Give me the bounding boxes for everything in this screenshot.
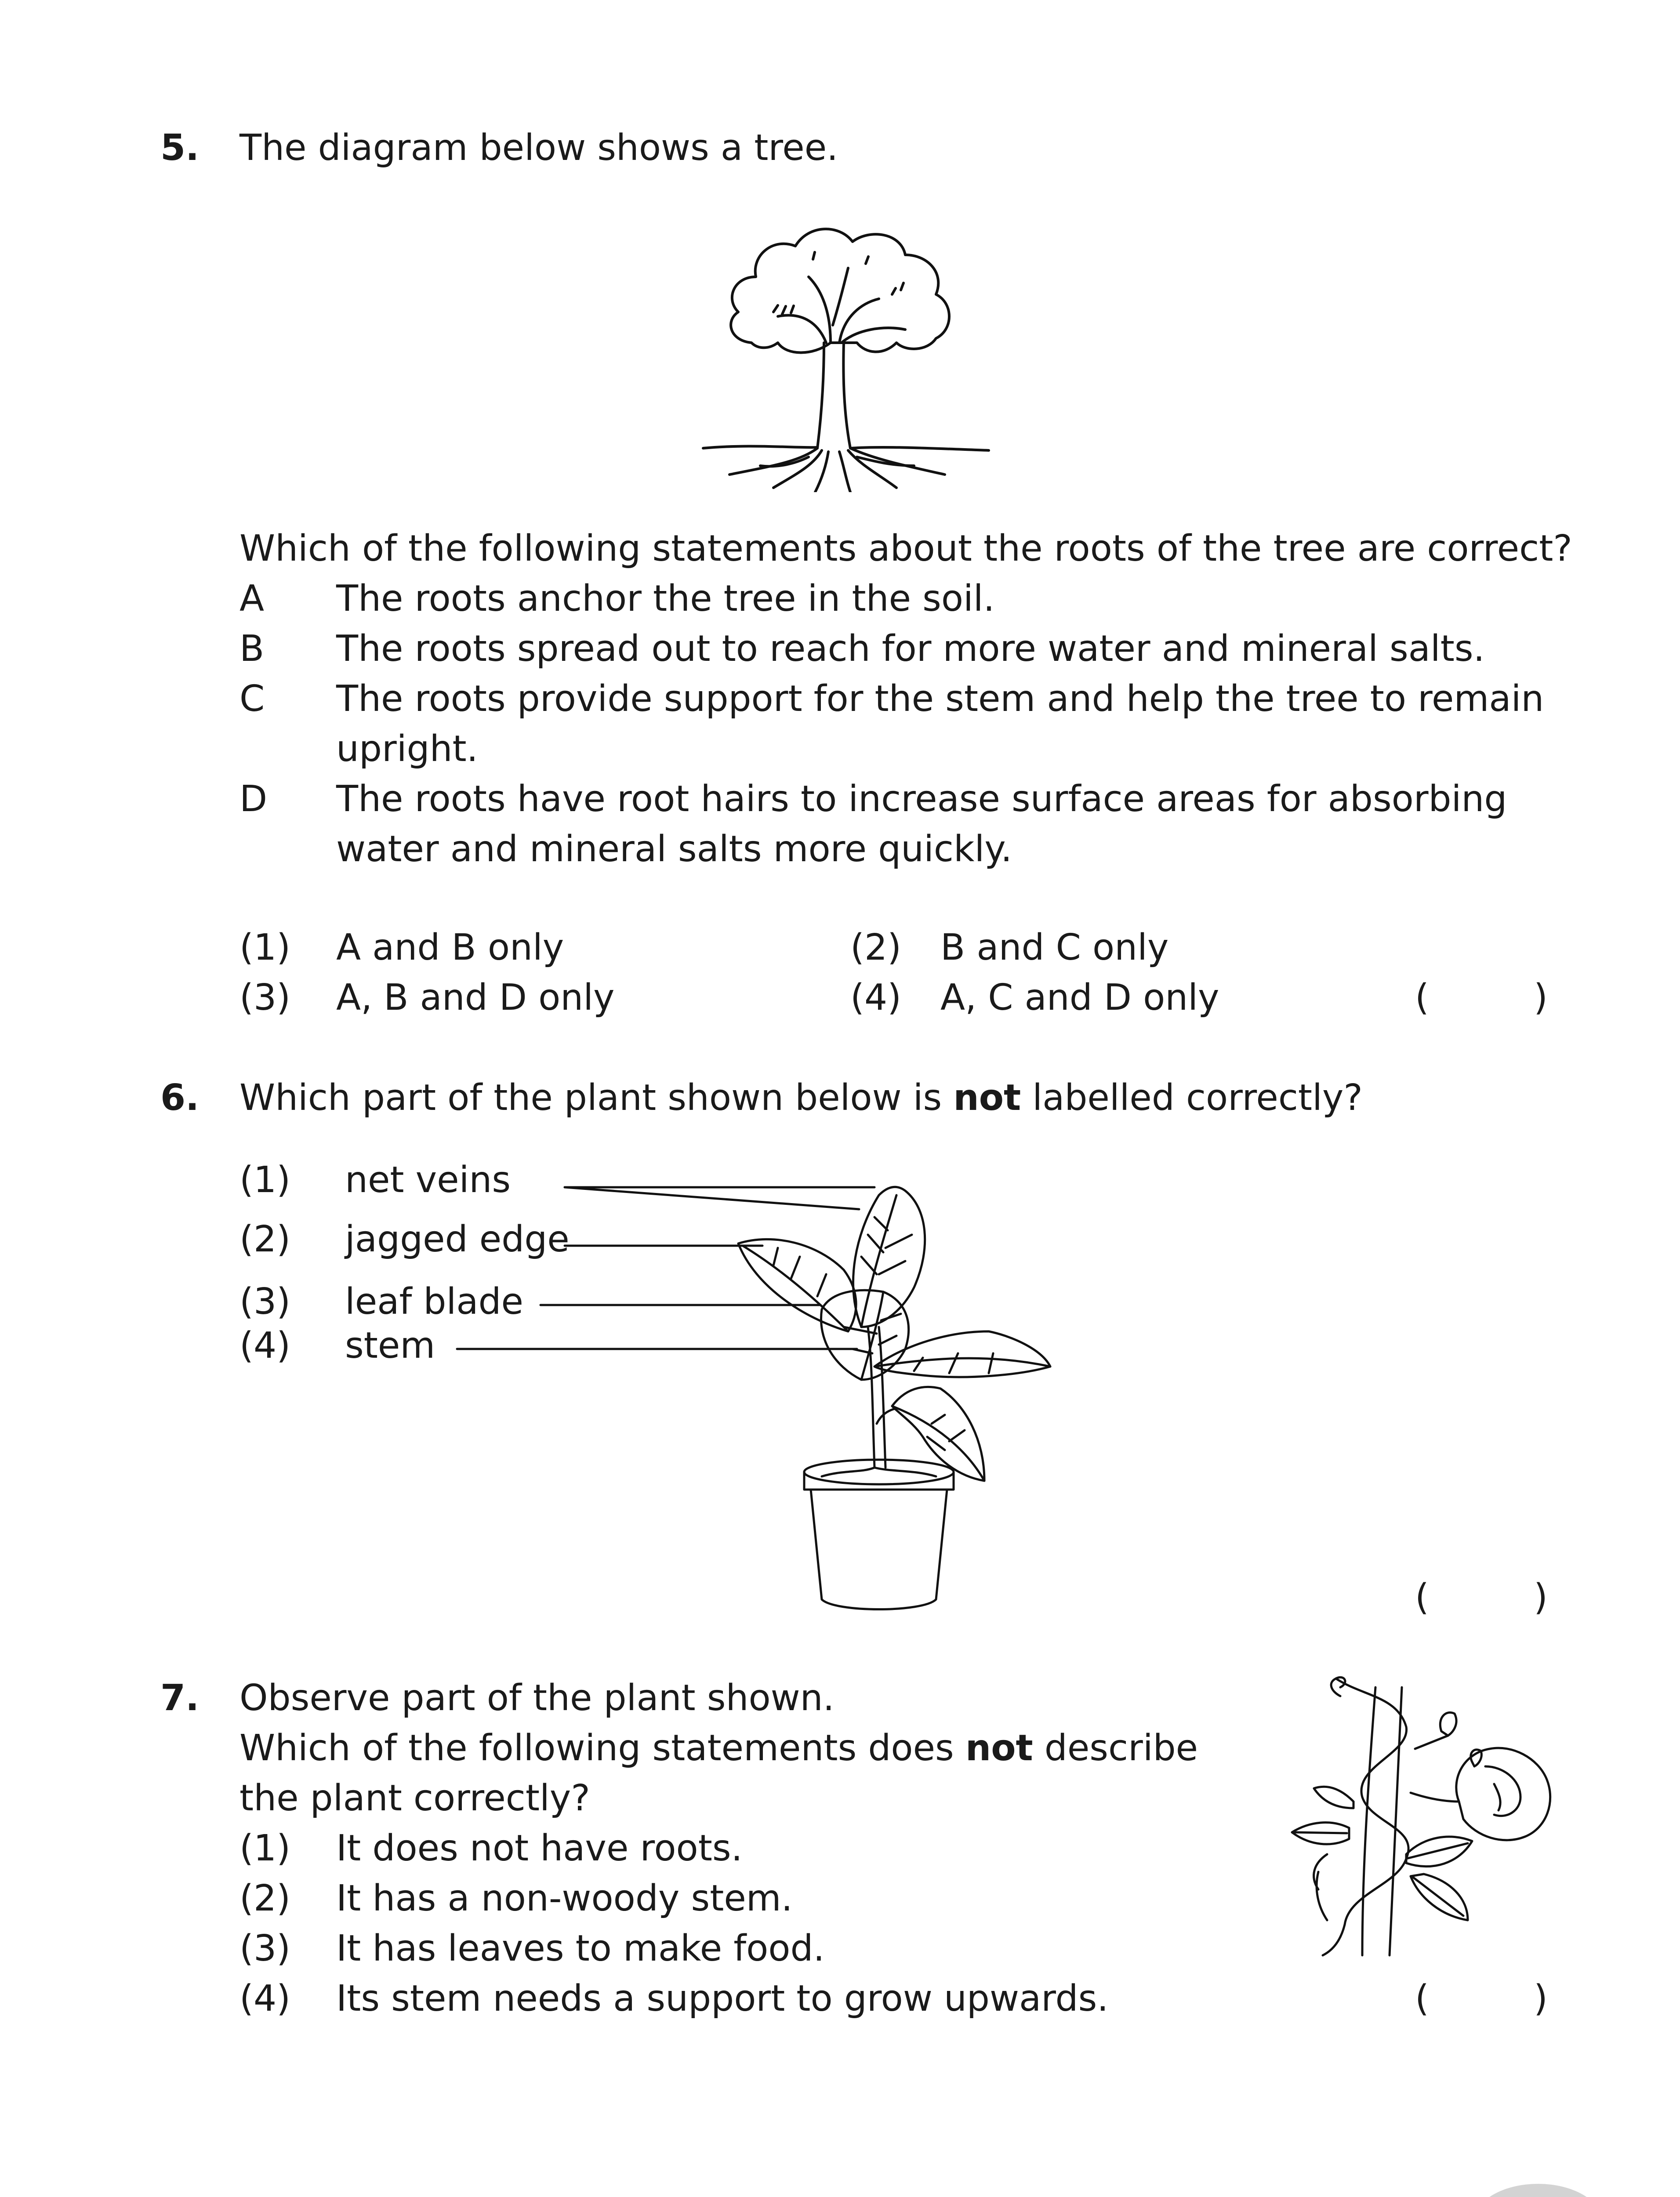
answer-bracket-close: ) (1534, 977, 1548, 1019)
q7-option-number: (3) (239, 1928, 291, 1969)
q6-label-text: net veins (345, 1159, 511, 1201)
q5-statement-letter: A (239, 578, 265, 620)
q7-option-text[interactable]: It has a non-woody stem. (336, 1878, 793, 1919)
answer-bracket-open: ( (1415, 1577, 1429, 1618)
q5-option-text[interactable]: B and C only (940, 927, 1169, 968)
answer-bracket-close: ) (1534, 1978, 1548, 2019)
q5-option-text[interactable]: A, C and D only (940, 977, 1219, 1019)
q7-line2-pre: Which of the following statements does (239, 1727, 965, 1769)
q5-option-number: (4) (850, 977, 902, 1019)
q6-number: 6. (160, 1077, 200, 1119)
q5-statement-text-cont: water and mineral salts more quickly. (336, 828, 1012, 870)
q7-number: 7. (160, 1677, 200, 1719)
q5-number: 5. (160, 127, 200, 169)
q5-statement-text: The roots provide support for the stem and help the tree to remain (336, 678, 1544, 720)
q5-statement-letter: C (239, 678, 265, 720)
q5-option-number: (2) (850, 927, 902, 968)
q5-statement-text: The roots anchor the tree in the soil. (336, 578, 995, 620)
q5-statement-text-cont: upright. (336, 728, 478, 770)
q6-label-text: leaf blade (345, 1281, 523, 1323)
page-number-badge (1474, 2184, 1602, 2197)
q6-stem (239, 1077, 1363, 1119)
q6-stem-post: labelled correctly? (1021, 1077, 1363, 1119)
answer-bracket-open: ( (1415, 977, 1429, 1019)
q7-line2-emphasis: not (965, 1727, 1033, 1769)
q6-label-text: jagged edge (345, 1218, 570, 1260)
q5-stem: The diagram below shows a tree. (239, 127, 838, 169)
q5-option-text[interactable]: A, B and D only (336, 977, 615, 1019)
q7-option-text[interactable]: It has leaves to make food. (336, 1928, 825, 1969)
q7-line2-post: describe (1033, 1727, 1198, 1769)
q5-statement-letter: B (239, 628, 265, 670)
q5-statement-text: The roots spread out to reach for more water and mineral salts. (336, 628, 1485, 670)
q6-label-number: (4) (239, 1325, 291, 1367)
q5-statement-letter: D (239, 778, 268, 820)
q6-label-number: (3) (239, 1281, 291, 1323)
q7-option-text[interactable]: It does not have roots. (336, 1827, 743, 1869)
q7-line2 (239, 1727, 1198, 1769)
answer-bracket-open: ( (1415, 1978, 1429, 2019)
q7-line3: the plant correctly? (239, 1777, 590, 1819)
q7-option-number: (2) (239, 1878, 291, 1919)
climbing-plant-illustration (1274, 1670, 1635, 1960)
tree-illustration (699, 211, 998, 492)
answer-bracket-close: ) (1534, 1577, 1548, 1618)
q7-option-number: (1) (239, 1827, 291, 1869)
q6-label-number: (1) (239, 1159, 291, 1201)
q7-line1: Observe part of the plant shown. (239, 1677, 835, 1719)
q6-label-text: stem (345, 1325, 435, 1367)
q5-option-text[interactable]: A and B only (336, 927, 564, 968)
q7-option-text[interactable]: Its stem needs a support to grow upwards. (336, 1978, 1109, 2019)
q7-option-number: (4) (239, 1978, 291, 2019)
q6-label-number: (2) (239, 1218, 291, 1260)
q5-question: Which of the following statements about the roots of the tree are correct? (239, 528, 1572, 569)
q5-option-number: (1) (239, 927, 291, 968)
q5-option-number: (3) (239, 977, 291, 1019)
q6-stem-emphasis: not (953, 1077, 1021, 1119)
q5-statement-text: The roots have root hairs to increase surface areas for absorbing (336, 778, 1507, 820)
q6-stem-pre: Which part of the plant shown below is (239, 1077, 954, 1119)
potted-plant-illustration (439, 1160, 1055, 1617)
